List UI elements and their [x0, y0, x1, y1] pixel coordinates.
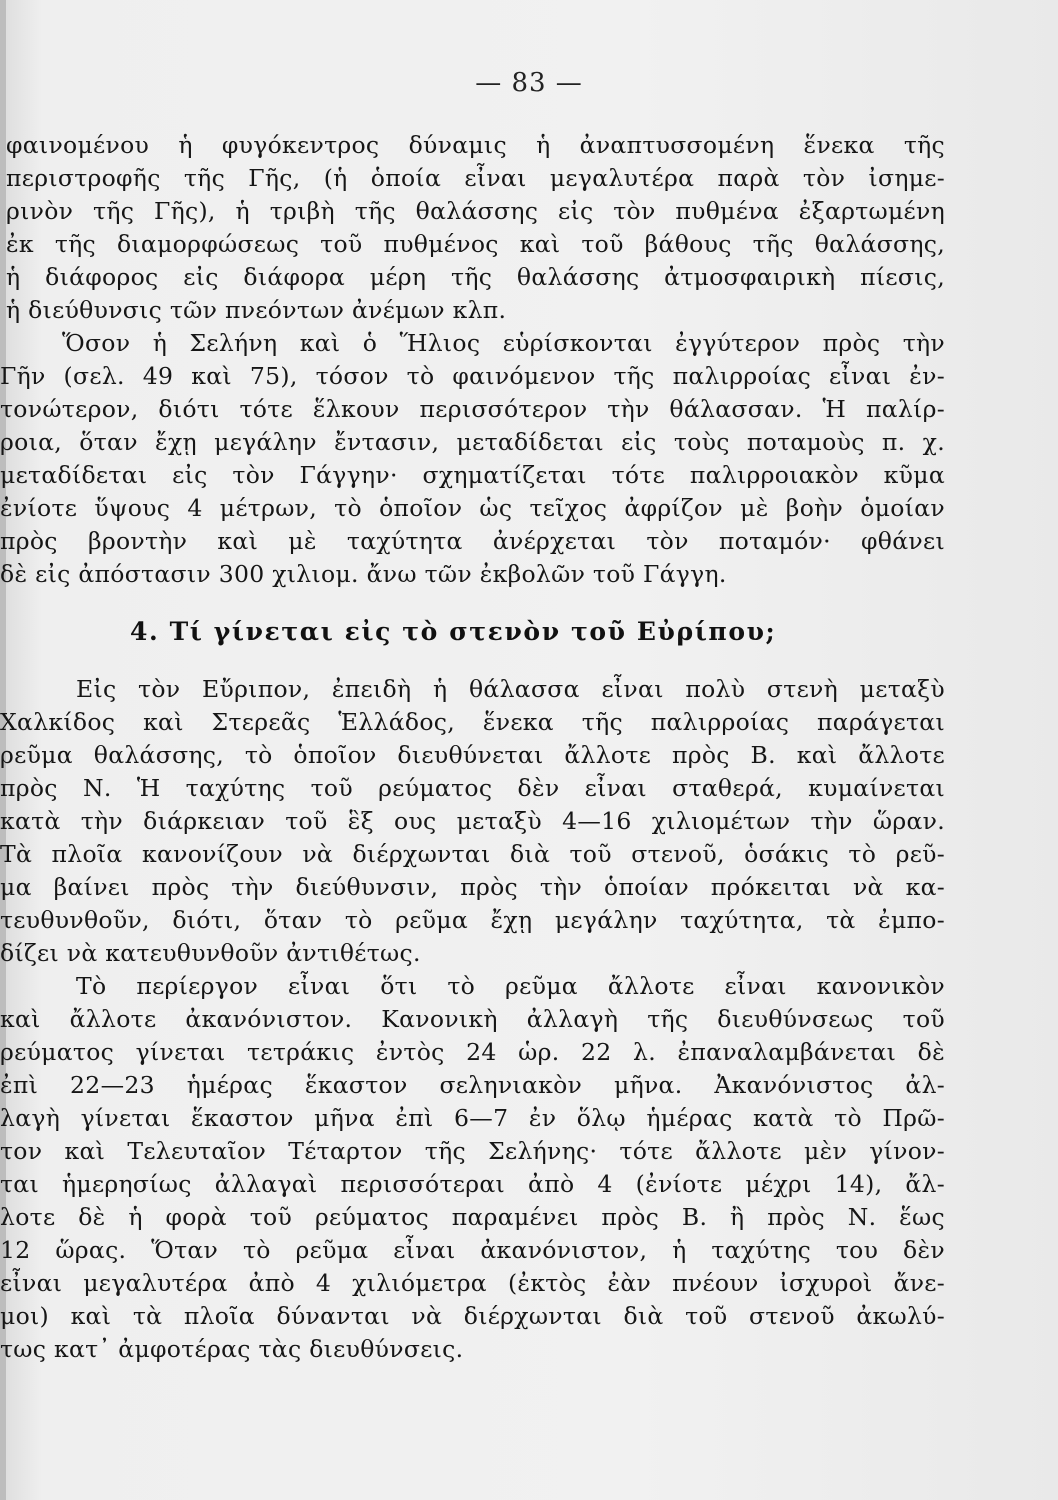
text-line: μοι) καὶ τὰ πλοῖα δύνανται νὰ διέρχωνται διὰ τοῦ στενοῦ ἀκωλύ- — [0, 1302, 945, 1330]
page-number: — 83 — — [475, 68, 583, 98]
text-line: ται ἡμερησίως ἀλλαγαὶ περισσότεραι ἀπὸ 4 (ἐνίοτε μέχρι 14), ἄλ- — [0, 1170, 945, 1198]
text-line: πρὸς Ν. Ἡ ταχύτης τοῦ ρεύματος δὲν εἶναι σταθερά, κυμαίνεται — [0, 774, 945, 802]
text-line: ἐπὶ 22—23 ἡμέρας ἕκαστον σεληνιακὸν μῆνα. Ἀκανόνιστος ἀλ- — [0, 1071, 945, 1099]
paragraph-2 — [0, 327, 945, 591]
paragraph-4 — [0, 970, 945, 1366]
paragraph-3 — [0, 673, 945, 970]
text-line: ροια, ὅταν ἔχῃ μεγάλην ἔντασιν, μεταδίδεται εἰς τοὺς ποταμοὺς π. χ. — [0, 428, 945, 456]
text-line: ἐνίοτε ὕψους 4 μέτρων, τὸ ὁποῖον ὡς τεῖχος ἀφρίζον μὲ βοὴν ὁμοίαν — [0, 494, 945, 522]
text-line: Γῆν (σελ. 49 καὶ 75), τόσον τὸ φαινόμενον τῆς παλιρροίας εἶναι ἐν- — [0, 362, 945, 390]
text-line: Χαλκίδος καὶ Στερεᾶς Ἑλλάδος, ἕνεκα τῆς παλιρροίας παράγεται — [0, 708, 945, 736]
paragraph-1 — [0, 129, 945, 327]
text-line: περιστροφῆς τῆς Γῆς, (ἡ ὁποία εἶναι μεγαλυτέρα παρὰ τὸν ἰσημε- — [6, 164, 945, 192]
text-line: τως κατ᾿ ἀμφοτέρας τὰς διευθύνσεις. — [0, 1335, 464, 1363]
text-line: τονώτερον, διότι τότε ἕλκουν περισσότερον τὴν θάλασσαν. Ἡ παλίρ- — [0, 395, 945, 423]
text-line: πρὸς βροντὴν καὶ μὲ ταχύτητα ἀνέρχεται τὸν ποταμόν· φθάνει — [0, 527, 945, 555]
text-line: εἶναι μεγαλυτέρα ἀπὸ 4 χιλιόμετρα (ἐκτὸς ἐὰν πνέουν ἰσχυροὶ ἄνε- — [0, 1269, 945, 1297]
text-line: ἡ διεύθυνσις τῶν πνεόντων ἀνέμων κλπ. — [6, 296, 507, 324]
text-line: λοτε δὲ ἡ φορὰ τοῦ ρεύματος παραμένει πρὸς Β. ἢ πρὸς Ν. ἕως — [0, 1203, 945, 1231]
text-line: κατὰ τὴν διάρκειαν τοῦ ἓξ ους μεταξὺ 4—16 χιλιομέτων τὴν ὥραν. — [0, 807, 945, 835]
text-line: μεταδίδεται εἰς τὸν Γάγγην· σχηματίζεται τότε παλιρροιακὸν κῦμα — [0, 461, 945, 489]
text-line: Τὰ πλοῖα κανονίζουν νὰ διέρχωνται διὰ τοῦ στενοῦ, ὁσάκις τὸ ρεῦ- — [0, 840, 945, 868]
text-line: μα βαίνει πρὸς τὴν διεύθυνσιν, πρὸς τὴν ὁποίαν πρόκειται νὰ κα- — [0, 873, 945, 901]
text-line: ρινὸν τῆς Γῆς), ἡ τριβὴ τῆς θαλάσσης εἰς τὸν πυθμένα ἐξαρτωμένη — [6, 197, 945, 225]
text-line: καὶ ἄλλοτε ἀκανόνιστον. Κανονικὴ ἀλλαγὴ τῆς διευθύνσεως τοῦ — [0, 1005, 945, 1033]
text-line: ρεῦμα θαλάσσης, τὸ ὁποῖον διευθύνεται ἄλλοτε πρὸς Β. καὶ ἄλλοτε — [0, 741, 945, 769]
text-line: δίζει νὰ κατευθυνθοῦν ἀντιθέτως. — [0, 939, 421, 967]
text-line: 12 ὥρας. Ὅταν τὸ ρεῦμα εἶναι ἀκανόνιστον, ἡ ταχύτης του δὲν — [0, 1236, 945, 1264]
text-line: λαγὴ γίνεται ἕκαστον μῆνα ἐπὶ 6—7 ἐν ὅλῳ ἡμέρας κατὰ τὸ Πρῶ- — [0, 1104, 945, 1132]
text-line: ἐκ τῆς διαμορφώσεως τοῦ πυθμένος καὶ τοῦ βάθους τῆς θαλάσσης, — [6, 230, 945, 258]
text-line: Τὸ περίεργον εἶναι ὅτι τὸ ρεῦμα ἄλλοτε εἶναι κανονικὸν — [76, 972, 945, 1000]
text-line: φαινομένου ἡ φυγόκεντρος δύναμις ἡ ἀναπτυσσομένη ἕνεκα τῆς — [6, 131, 945, 159]
text-line: Ὅσον ἡ Σελήνη καὶ ὁ Ἥλιος εὑρίσκονται ἐγγύτερον πρὸς τὴν — [62, 329, 945, 357]
text-line: τον καὶ Τελευταῖον Τέταρτον τῆς Σελήνης· τότε ἄλλοτε μὲν γίνον- — [0, 1137, 945, 1165]
text-line: ἡ διάφορος εἰς διάφορα μέρη τῆς θαλάσσης ἀτμοσφαιρικὴ πίεσις, — [6, 263, 945, 291]
text-line: Εἰς τὸν Εὔριπον, ἐπειδὴ ἡ θάλασσα εἶναι πολὺ στενὴ μεταξὺ — [76, 675, 945, 703]
section-heading: 4. Τί γίνεται εἰς τὸ στενὸν τοῦ Εὐρίπου; — [130, 617, 777, 646]
text-line: δὲ εἰς ἀπόστασιν 300 χιλιομ. ἄνω τῶν ἐκβολῶν τοῦ Γάγγη. — [0, 560, 727, 588]
text-line: τευθυνθοῦν, διότι, ὅταν τὸ ρεῦμα ἔχῃ μεγάλην ταχύτητα, τὰ ἐμπο- — [0, 906, 945, 934]
text-line: ρεύματος γίνεται τετράκις ἐντὸς 24 ὡρ. 22 λ. ἐπαναλαμβάνεται δὲ — [0, 1038, 945, 1066]
